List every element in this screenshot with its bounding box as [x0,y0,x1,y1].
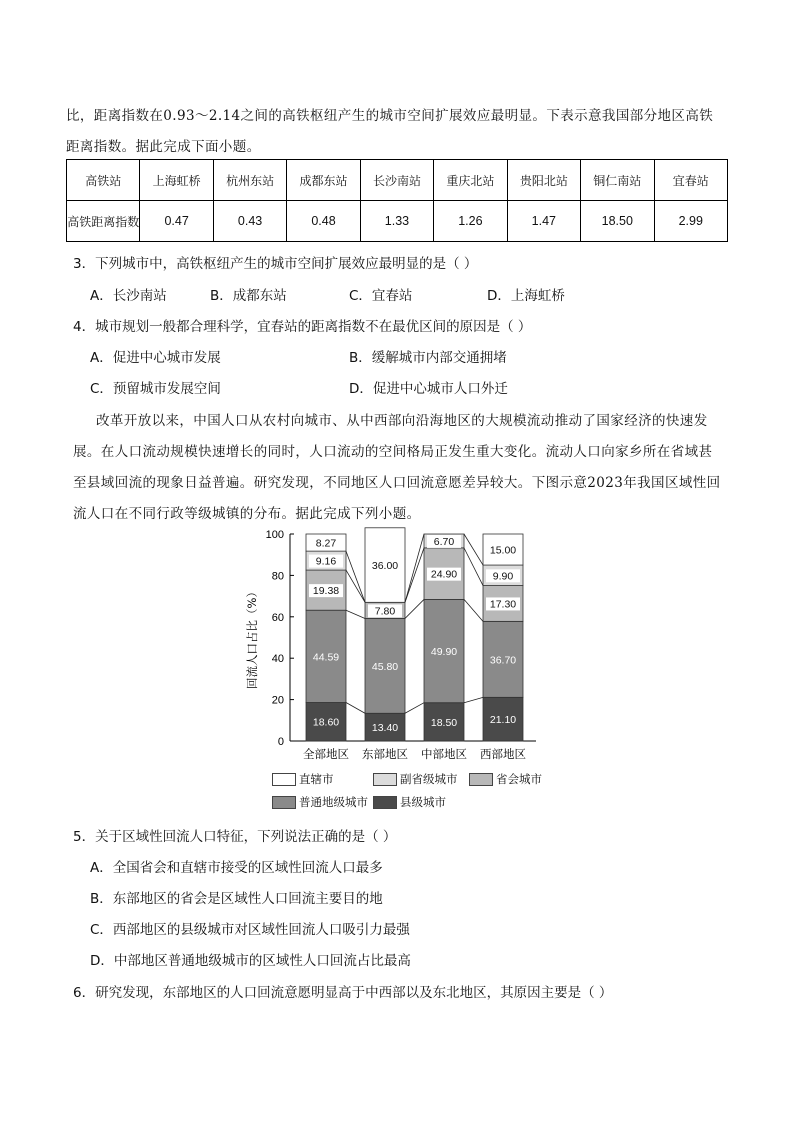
value-cell: 1.33 [360,201,433,242]
y-tick-label: 40 [271,653,284,666]
y-tick-label: 60 [271,611,284,624]
table-row [67,201,728,242]
data-label: 44.59 [312,651,340,664]
q5-option-a: A．全国省会和直辖市接受的区域性回流人口最多 [90,860,383,876]
station-cell: 上海虹桥 [140,160,213,201]
legend-label: 省会城市 [496,772,542,786]
connector-line [464,697,483,702]
table-row [67,160,728,201]
station-cell: 铜仁南站 [581,160,654,201]
intro-line-2: 距离指数。据此完成下面小题。 [66,139,261,155]
y-tick-label: 20 [271,694,284,707]
table-header-cell: 高铁距离指数 [67,201,140,242]
legend-swatch [272,773,296,786]
data-label: 13.40 [371,722,399,735]
data-label: 18.50 [430,716,458,729]
value-cell: 1.26 [434,201,507,242]
station-cell: 杭州东站 [213,160,286,201]
q4-stem: 4．城市规划一般都合理科学，宜春站的距离指数不在最优区间的原因是（ ） [73,319,532,335]
station-cell: 贵阳北站 [507,160,580,201]
legend-item-prefecture [272,794,368,810]
q5-option-c: C．西部地区的县级城市对区域性回流人口吸引力最强 [90,922,410,938]
passage-line-1: 改革开放以来，中国人口从农村向城市、从中西部向沿海地区的大规模流动推动了国家经济的快速发 [96,413,708,429]
rail-distance-table [66,159,728,242]
connector-line [405,703,424,714]
q3-option-c: C．宜春站 [349,288,413,304]
data-label: 36.70 [489,654,517,667]
connector-line [346,610,365,618]
connector-line [346,702,365,713]
q3-stem: 3．下列城市中，高铁枢纽产生的城市空间扩展效应最明显的是（ ） [73,256,478,272]
value-cell: 1.47 [507,201,580,242]
intro-line-1: 比，距离指数在0.93～2.14之间的高铁枢纽产生的城市空间扩展效应最明显。下表示意我国部分地区高铁 [66,108,714,124]
q4-option-b: B．缓解城市内部交通拥堵 [349,350,507,366]
value-cell: 0.47 [140,201,213,242]
data-label: 19.38 [312,585,340,598]
q3-option-a: A．长沙南站 [90,288,167,304]
value-cell: 2.99 [654,201,728,242]
legend-label: 县级城市 [400,795,446,809]
data-label: 8.27 [315,537,337,550]
legend-item-provincial-capital [469,771,542,787]
connector-line [346,551,365,602]
data-label: 9.16 [315,555,337,568]
data-label: 7.80 [374,605,396,618]
q4-option-c: C．预留城市发展空间 [90,381,221,397]
legend-item-subprovincial [373,771,458,787]
value-cell: 0.48 [287,201,360,242]
legend-label: 直辖市 [299,772,334,786]
legend-label: 普通地级城市 [299,795,368,809]
value-cell: 18.50 [581,201,654,242]
legend-item-municipality [272,771,334,787]
data-label: 15.00 [489,544,517,557]
connector-line [405,599,424,618]
legend-swatch [469,773,493,786]
q3-option-d: D．上海虹桥 [487,288,565,304]
x-category-label: 中部地区 [421,747,467,761]
q3-option-b: B．成都东站 [210,288,287,304]
passage-line-2: 展。在人口流动规模快速增长的同时，人口流动的空间格局正发生重大变化。流动人口向家乡所在省域甚 [73,444,713,460]
value-cell: 0.43 [213,201,286,242]
station-cell: 重庆北站 [434,160,507,201]
connector-line [464,534,483,565]
connector-line [464,548,483,586]
connector-line [464,599,483,621]
data-label: 49.90 [430,646,458,659]
data-label: 6.70 [433,535,455,548]
y-tick-label: 0 [277,736,284,748]
table-header-cell: 高铁站 [67,160,140,201]
y-tick-label: 80 [271,570,284,583]
q6-stem: 6．研究发现，东部地区的人口回流意愿明显高于中西部以及东北地区，其原因主要是（ ） [73,985,613,1001]
data-label: 36.00 [371,560,399,573]
q4-option-d: D．促进中心城市人口外迁 [349,381,508,397]
data-label: 17.30 [489,598,517,611]
y-tick-label: 100 [265,529,284,541]
q5-option-b: B．东部地区的省会是区域性人口回流主要目的地 [90,891,383,907]
passage-line-4: 流人口在不同行政等级城镇的分布。据此完成下列小题。 [73,506,421,522]
station-cell: 宜春站 [654,160,728,201]
legend-swatch [373,796,397,809]
connector-line [405,548,424,602]
connector-line [405,534,424,602]
x-category-label: 全部地区 [303,747,349,761]
q4-option-a: A．促进中心城市发展 [90,350,221,366]
data-label: 9.90 [492,570,514,583]
legend-swatch [272,796,296,809]
legend-swatch [373,773,397,786]
q5-stem: 5．关于区域性回流人口特征，下列说法正确的是（ ） [73,829,397,845]
data-label: 45.80 [371,660,399,673]
legend-label: 副省级城市 [400,772,458,786]
legend-item-county [373,794,446,810]
station-cell: 成都东站 [287,160,360,201]
data-label: 24.90 [430,568,458,581]
x-category-label: 西部地区 [480,747,526,761]
data-label: 18.60 [312,716,340,729]
station-cell: 长沙南站 [360,160,433,201]
connector-line [346,570,365,602]
data-label: 21.10 [489,714,517,727]
y-axis-label: 回流人口占比（%） [245,586,259,689]
x-category-label: 东部地区 [362,747,408,761]
q5-option-d: D．中部地区普通地级城市的区域性人口回流占比最高 [90,953,411,969]
passage-line-3: 至县域回流的现象日益普遍。研究发现，不同地区人口回流意愿差异较大。下图示意2023年我国区域性回 [73,475,721,491]
